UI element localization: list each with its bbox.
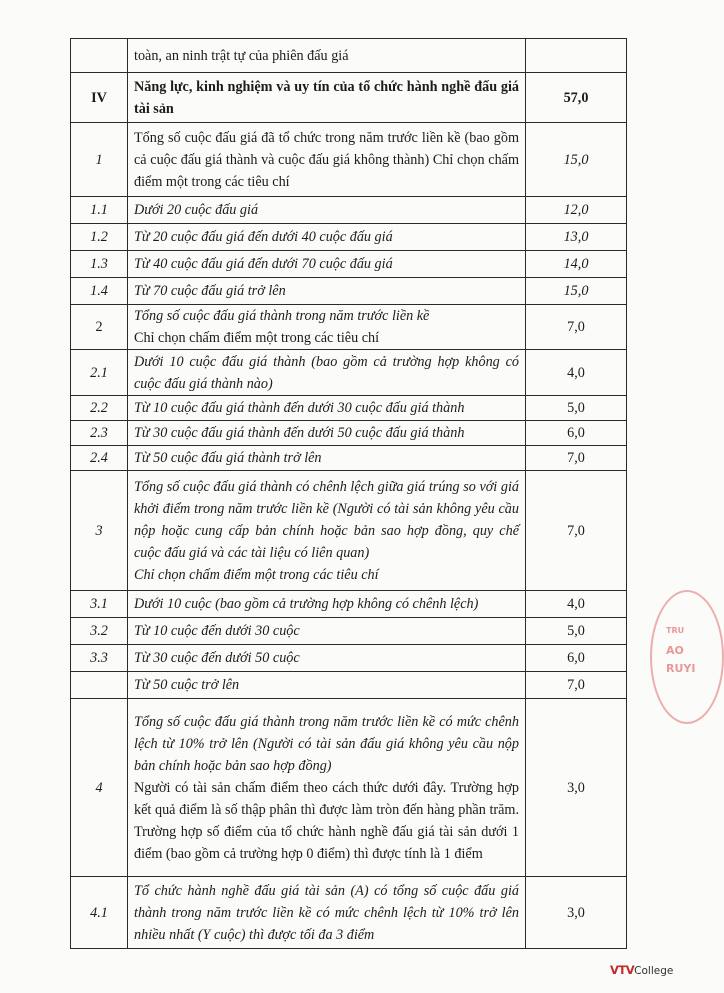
criterion-text: Từ 70 cuộc đấu giá trở lên: [128, 278, 526, 305]
red-stamp-seal: [650, 590, 724, 724]
criterion-cell: [128, 305, 526, 350]
score-cell: 15,0: [526, 278, 627, 305]
criterion-text: Từ 10 cuộc đến dưới 30 cuộc: [128, 618, 526, 645]
row-number: IV: [71, 73, 128, 123]
table-row: [71, 645, 627, 672]
row-number: 2.1: [71, 350, 128, 396]
row-number: 1.3: [71, 251, 128, 278]
score-cell: 14,0: [526, 251, 627, 278]
criterion-text: Từ 30 cuộc đấu giá thành đến dưới 50 cuộc đấu giá thành: [128, 421, 526, 446]
criterion-text: Từ 50 cuộc đấu giá thành trở lên: [128, 446, 526, 471]
criterion-text: Tổng số cuộc đấu giá thành có chênh lệch giữa giá trúng so với giá khởi điểm trong năm trước liền kề (Người có tài sản không yêu cầu nộp hoặc cung cấp bản chính hoặc bản sao hợp đồng, quy chế cuộc đấu giá và các tài liệu có liên quan): [134, 478, 519, 561]
table-row: [71, 73, 627, 123]
row-number: 2.2: [71, 396, 128, 421]
row-number: 4: [71, 699, 128, 877]
row-number: 1.4: [71, 278, 128, 305]
criterion-text: Từ 20 cuộc đấu giá đến dưới 40 cuộc đấu giá: [128, 224, 526, 251]
watermark-logo: [610, 963, 673, 977]
score-cell: 3,0: [526, 699, 627, 877]
table-row: [71, 396, 627, 421]
row-number: 3.1: [71, 591, 128, 618]
score-cell: 7,0: [526, 672, 627, 699]
table-row: [71, 591, 627, 618]
row-number: [71, 39, 128, 73]
criterion-note: Người có tài sản chấm điểm theo cách thức dưới đây. Trường hợp kết quả điểm là số thập phân thì được làm tròn đến hàng phần trăm. Trường hợp số điểm của tổ chức hành nghề đấu giá tài sản dưới 1 điểm (bao gồm cả trường hợp 0 điểm) thì được tính là 1 điểm: [134, 779, 519, 862]
row-number: 4.1: [71, 877, 128, 949]
row-number: 2.3: [71, 421, 128, 446]
stamp-text: TRU: [666, 626, 685, 635]
table-row: [71, 123, 627, 197]
criterion-text: Từ 30 cuộc đến dưới 50 cuộc: [128, 645, 526, 672]
criterion-text: Tổ chức hành nghề đấu giá tài sản (A) có tổng số cuộc đấu giá thành trong năm trước liền kề có mức chênh lệch từ 10% trở lên nhiều nhất (Y cuộc) thì được tối đa 3 điểm: [128, 877, 526, 949]
row-number: 3.2: [71, 618, 128, 645]
criterion-text: Từ 40 cuộc đấu giá đến dưới 70 cuộc đấu giá: [128, 251, 526, 278]
criterion-text: Tổng số cuộc đấu giá thành trong năm trước liền kề có mức chênh lệch từ 10% trở lên (Người có tài sản đấu giá không yêu cầu nộp bản chính hoặc bản sao hợp đồng): [134, 713, 519, 774]
stamp-text: AO: [666, 644, 684, 657]
criterion-note: Chỉ chọn chấm điểm một trong các tiêu chí: [134, 330, 380, 346]
criterion-text: Dưới 20 cuộc đấu giá: [128, 197, 526, 224]
criterion-cell: [128, 471, 526, 591]
table-row: [71, 278, 627, 305]
row-number: 3.3: [71, 645, 128, 672]
score-cell: 12,0: [526, 197, 627, 224]
table-row: [71, 421, 627, 446]
score-cell: 7,0: [526, 305, 627, 350]
row-number: [71, 672, 128, 699]
criterion-text: Từ 10 cuộc đấu giá thành đến dưới 30 cuộc đấu giá thành: [128, 396, 526, 421]
score-cell: 7,0: [526, 471, 627, 591]
score-cell: [526, 39, 627, 73]
criteria-table: [70, 38, 627, 949]
table-row: [71, 471, 627, 591]
row-number: 1.1: [71, 197, 128, 224]
table-row: [71, 350, 627, 396]
watermark-brand: VTV: [610, 963, 635, 977]
score-cell: 5,0: [526, 396, 627, 421]
score-cell: 13,0: [526, 224, 627, 251]
criterion-text: toàn, an ninh trật tự của phiên đấu giá: [128, 39, 526, 73]
table-row: [71, 877, 627, 949]
stamp-text: RUYI: [666, 662, 696, 675]
row-number: 2.4: [71, 446, 128, 471]
score-cell: 15,0: [526, 123, 627, 197]
criterion-note: Chỉ chọn chấm điểm một trong các tiêu chí: [134, 566, 379, 583]
score-cell: 4,0: [526, 350, 627, 396]
row-number: 2: [71, 305, 128, 350]
table-row: [71, 618, 627, 645]
score-cell: 5,0: [526, 618, 627, 645]
criterion-text: Tổng số cuộc đấu giá đã tổ chức trong năm trước liền kề (bao gồm cả cuộc đấu giá thành và cuộc đấu giá không thành) Chỉ chọn chấm điểm một trong các tiêu chí: [128, 123, 526, 197]
criterion-text: Dưới 10 cuộc đấu giá thành (bao gồm cả trường hợp không có cuộc đấu giá thành nào): [128, 350, 526, 396]
criterion-text: Dưới 10 cuộc (bao gồm cả trường hợp không có chênh lệch): [128, 591, 526, 618]
criterion-text: Tổng số cuộc đấu giá thành trong năm trước liền kề: [134, 308, 430, 324]
watermark-suffix: College: [634, 965, 674, 977]
score-cell: 57,0: [526, 73, 627, 123]
criterion-cell: [128, 699, 526, 877]
table-row: [71, 224, 627, 251]
row-number: 1: [71, 123, 128, 197]
table-row: [71, 305, 627, 350]
row-number: 1.2: [71, 224, 128, 251]
table-row: [71, 251, 627, 278]
criterion-text: Năng lực, kinh nghiệm và uy tín của tổ chức hành nghề đấu giá tài sản: [128, 73, 526, 123]
table-row: [71, 197, 627, 224]
table-row: [71, 39, 627, 73]
table-row: [71, 672, 627, 699]
row-number: 3: [71, 471, 128, 591]
score-cell: 4,0: [526, 591, 627, 618]
table-row: [71, 699, 627, 877]
criterion-text: Từ 50 cuộc trở lên: [128, 672, 526, 699]
score-cell: 6,0: [526, 421, 627, 446]
table-row: [71, 446, 627, 471]
score-cell: 6,0: [526, 645, 627, 672]
score-cell: 7,0: [526, 446, 627, 471]
score-cell: 3,0: [526, 877, 627, 949]
